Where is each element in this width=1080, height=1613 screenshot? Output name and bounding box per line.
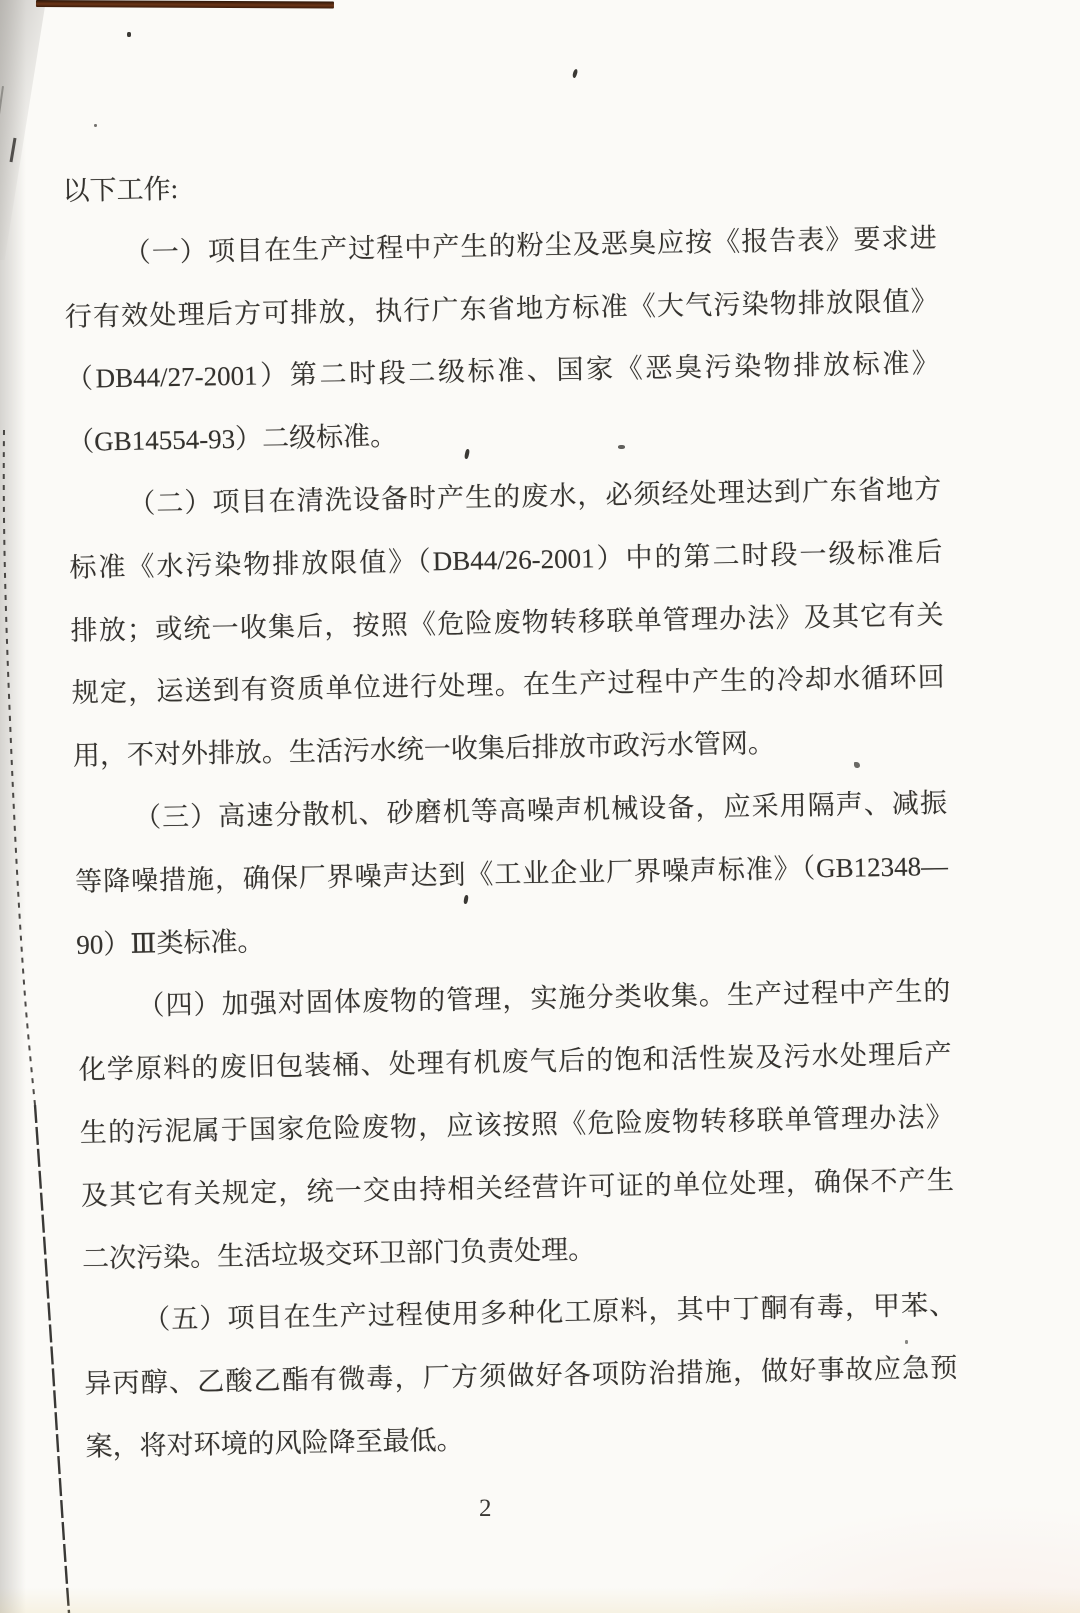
text-line: 及其它有关规定，统一交由持相关经营许可证的单位处理，确保不产生	[80, 1164, 955, 1211]
scan-top-edge-bar	[36, 0, 334, 9]
text-line: 90）Ⅲ类标准。	[76, 925, 265, 960]
page-number: 2	[479, 1495, 493, 1522]
text-line: 二次污染。生活垃圾交环卫部门负责处理。	[81, 1233, 596, 1274]
text-line: （GB14554-93）二级标准。	[66, 421, 398, 458]
text-line: 排放；或统一收集后，按照《危险废物转移联单管理办法》及其它有关	[70, 599, 944, 646]
body-text	[62, 144, 959, 1479]
text-line: 案，将对环境的风险降至最低。	[85, 1424, 464, 1462]
text-line: 异丙醇、乙酸乙酯有微毒，厂方须做好各项防治措施，做好事故应急预	[84, 1352, 958, 1399]
text-line: 行有效处理后方可排放，执行广东省地方标准《大气污染物排放限值》	[64, 285, 938, 332]
text-line: 用，不对外排放。生活污水统一收集后排放市政污水管网。	[72, 728, 776, 772]
scan-speck	[94, 124, 97, 127]
text-line: 化学原料的废旧包装桶、处理有机废气后的饱和活性炭及污水处理后产	[78, 1039, 952, 1086]
text-line: 标准《水污染物排放限值》（DB44/26-2001）中的第二时段一级标准后	[69, 536, 943, 583]
scan-speck	[127, 32, 131, 37]
text-line: （DB44/27-2001）第二时段二级标准、国家《恶臭污染物排放标准》	[65, 348, 940, 395]
text-line: （四）加强对固体废物的管理，实施分类收集。生产过程中产生的	[137, 976, 951, 1022]
text-line: 规定，运送到有资质单位进行处理。在生产过程中产生的冷却水循环回	[71, 662, 945, 709]
scan-bottom-tint	[0, 1587, 1080, 1613]
text-line: （五）项目在生产过程使用多种化工原料，其中丁酮有毒，甲苯、	[142, 1290, 957, 1336]
text-line: 以下工作:	[62, 173, 179, 206]
text-line: 生的污泥属于国家危险废物，应该按照《危险废物转移联单管理办法》	[79, 1101, 953, 1148]
text-line: （一）项目在生产过程中产生的粉尘及恶臭应按《报告表》要求进	[123, 222, 937, 268]
text-line: 等降噪措施，确保厂界噪声达到《工业企业厂界噪声标准》（GB12348—	[74, 850, 949, 897]
scan-speck	[572, 69, 579, 79]
text-line: （二）项目在清洗设备时产生的废水，必须经处理达到广东省地方	[128, 473, 942, 519]
text-line: （三）高速分散机、砂磨机等高噪声机械设备，应采用隔声、减振	[133, 787, 948, 833]
